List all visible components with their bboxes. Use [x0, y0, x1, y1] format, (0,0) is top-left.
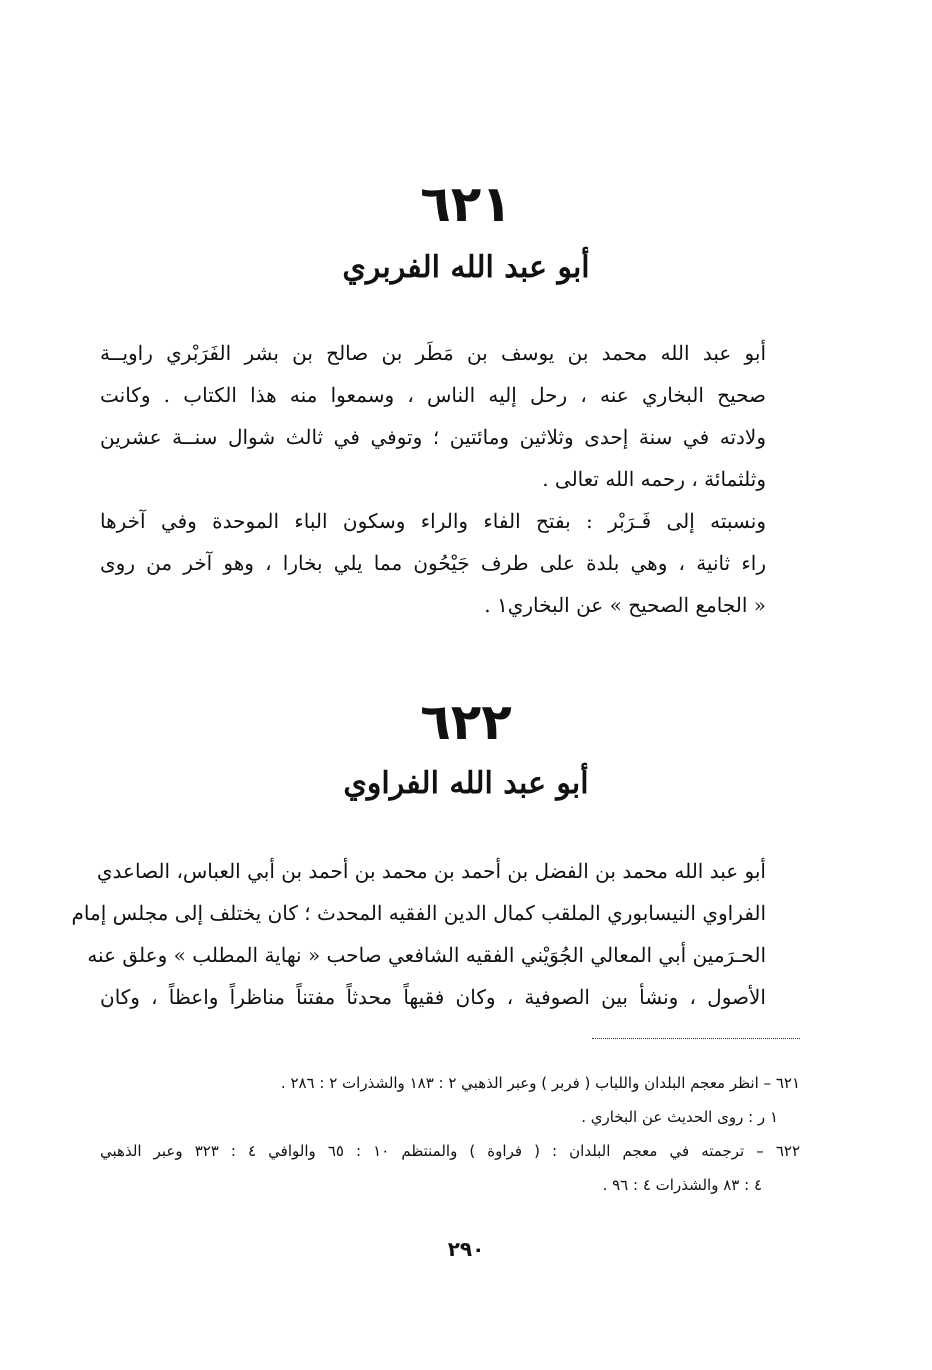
text-line: أبو عبد الله محمد بن الفضل بن أحمد بن محمد بن أحمد بن أبي العباس، الصاعدي — [96, 859, 766, 883]
text-line: أبو عبد الله محمد بن يوسف بن مَطَر بن صالح بن بشر الفَرَبْري راويــة — [100, 341, 766, 365]
entry-number-622: ٦٢٢ — [420, 693, 512, 751]
text-line: صحيح البخاري عنه ، رحل إليه الناس ، وسمعوا منه هذا الكتاب . وكانت — [100, 383, 766, 407]
text-line: ولادته في سنة إحدى وثلاثين ومائتين ؛ وتوفي في ثالث شوال سنــة عشرين — [100, 425, 766, 449]
entry-number-621: ٦٢١ — [420, 175, 512, 233]
footnote-621: ٦٢١ – انظر معجم البلدان واللباب ( فربر ) وعبر الذهبي ٢ : ١٨٣ والشذرات ٢ : ٢٨٦ . — [280, 1074, 800, 1092]
footnote-622-continued: ٤ : ٨٣ والشذرات ٤ : ٩٦ . — [602, 1176, 762, 1194]
text-line: الفراوي النيسابوري الملقب كمال الدين الفقيه المحدث ؛ كان يختلف إلى مجلس إمام — [71, 901, 766, 925]
text-line: الأصول ، ونشأ بين الصوفية ، وكان فقيهاً محدثاً مفتناً مناظراً واعظاً ، وكان — [100, 985, 766, 1009]
footnotes — [100, 1066, 800, 1202]
text-line: راء ثانية ، وهي بلدة على طرف جَيْحُون مما يلي بخارا ، وهو آخر من روى — [100, 551, 766, 575]
footnote-621-note: ١ ر : روى الحديث عن البخاري . — [581, 1108, 778, 1126]
entry-name-621: أبو عبد الله الفربري — [342, 250, 590, 285]
text-line: « الجامع الصحيح » عن البخاري١ . — [484, 593, 766, 617]
text-line: ونسبته إلى فَـرَبْر : بفتح الفاء والراء وسكون الباء الموحدة وفي آخرها — [100, 509, 766, 533]
footnote-divider — [592, 1038, 800, 1039]
entry-621-body — [100, 332, 766, 626]
footnote-622: ٦٢٢ – ترجمته في معجم البلدان : ( فراوة ) والمنتظم ١٠ : ٦٥ والوافي ٤ : ٣٢٣ وعبر الذهبي — [100, 1142, 800, 1160]
entry-name-622: أبو عبد الله الفراوي — [343, 766, 589, 801]
text-line: وثلثمائة ، رحمه الله تعالى . — [542, 467, 766, 491]
text-line: الحـرَمين أبي المعالي الجُوَيْني الفقيه الشافعي صاحب « نهاية المطلب » وعلق عنه — [87, 943, 766, 967]
entry-622-body — [71, 850, 766, 1018]
page-number: ٢٩٠ — [447, 1237, 485, 1261]
